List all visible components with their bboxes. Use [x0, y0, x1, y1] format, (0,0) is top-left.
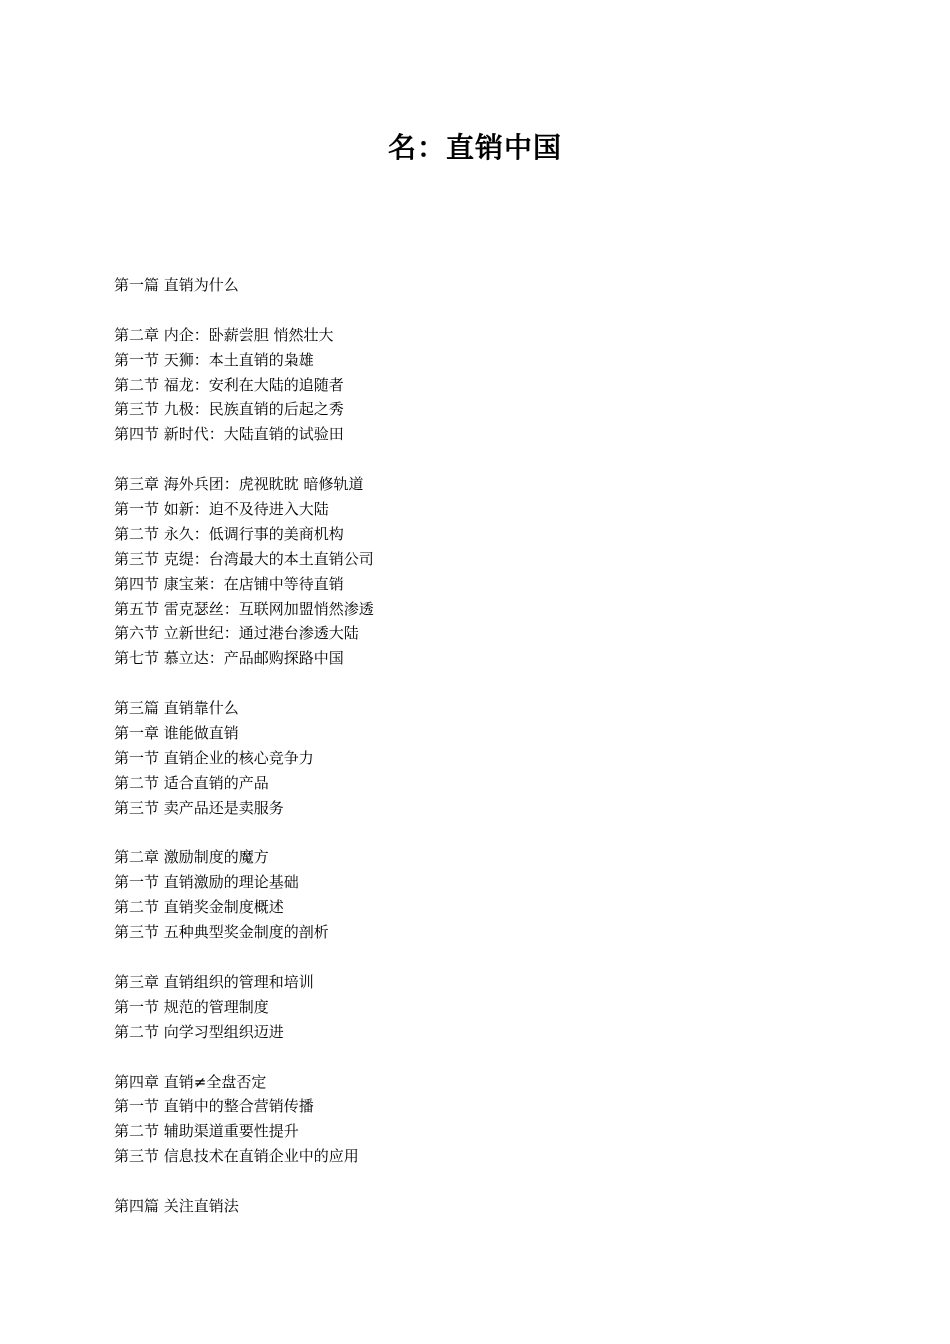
blank-line — [114, 1169, 874, 1194]
toc-section: 第三节 信息技术在直销企业中的应用 — [114, 1147, 359, 1166]
blank-line — [114, 447, 874, 472]
toc-section: 第一节 直销企业的核心竞争力 — [114, 748, 314, 767]
toc-section: 第三节 五种典型奖金制度的剖析 — [114, 923, 329, 942]
toc-part: 第四篇 关注直销法 — [114, 1196, 239, 1215]
toc-chapter: 第三章 直销组织的管理和培训 — [114, 972, 314, 991]
toc-section: 第二节 辅助渠道重要性提升 — [114, 1122, 299, 1141]
blank-line — [114, 821, 874, 846]
toc-section: 第一节 如新：迫不及待进入大陆 — [114, 500, 329, 519]
toc-section: 第二节 适合直销的产品 — [114, 773, 269, 792]
blank-line — [114, 671, 874, 696]
toc-chapter: 第三章 海外兵团：虎视眈眈 暗修轨道 — [114, 475, 364, 494]
toc-section: 第三节 卖产品还是卖服务 — [114, 798, 284, 817]
toc-section: 第三节 九极：民族直销的后起之秀 — [114, 400, 344, 419]
toc-section: 第二节 福龙：安利在大陆的追随者 — [114, 375, 344, 394]
toc-chapter: 第四章 直销≠全盘否定 — [114, 1072, 267, 1091]
toc-part: 第一篇 直销为什么 — [114, 276, 239, 294]
toc-section: 第二节 向学习型组织迈进 — [114, 1022, 284, 1041]
blank-line — [114, 945, 874, 970]
toc-section: 第二节 永久：低调行事的美商机构 — [114, 524, 344, 543]
toc-section: 第一节 规范的管理制度 — [114, 997, 269, 1016]
toc-part: 第三篇 直销靠什么 — [114, 699, 239, 718]
blank-line — [114, 298, 874, 323]
toc-section: 第五节 雷克瑟丝：互联网加盟悄然渗透 — [114, 599, 374, 618]
toc-section: 第一节 直销中的整合营销传播 — [114, 1097, 314, 1116]
toc-chapter: 第一章 谁能做直销 — [114, 724, 239, 743]
toc-section: 第一节 直销激励的理论基础 — [114, 873, 299, 892]
toc-section: 第七节 慕立达：产品邮购探路中国 — [114, 649, 344, 668]
toc-section: 第三节 克缇：台湾最大的本土直销公司 — [114, 549, 374, 568]
toc-chapter: 第二章 激励制度的魔方 — [114, 848, 269, 867]
table-of-contents — [114, 273, 874, 1219]
toc-section: 第一节 天狮：本土直销的枭雄 — [114, 350, 314, 369]
toc-section: 第四节 新时代：大陆直销的试验田 — [114, 425, 344, 444]
blank-line — [114, 1045, 874, 1070]
document-title: 名：直销中国 — [387, 131, 562, 164]
toc-section: 第四节 康宝莱：在店铺中等待直销 — [114, 574, 344, 593]
toc-section: 第六节 立新世纪：通过港台渗透大陆 — [114, 624, 359, 643]
toc-chapter: 第二章 内企：卧薪尝胆 悄然壮大 — [114, 325, 334, 344]
toc-section: 第二节 直销奖金制度概述 — [114, 898, 284, 917]
